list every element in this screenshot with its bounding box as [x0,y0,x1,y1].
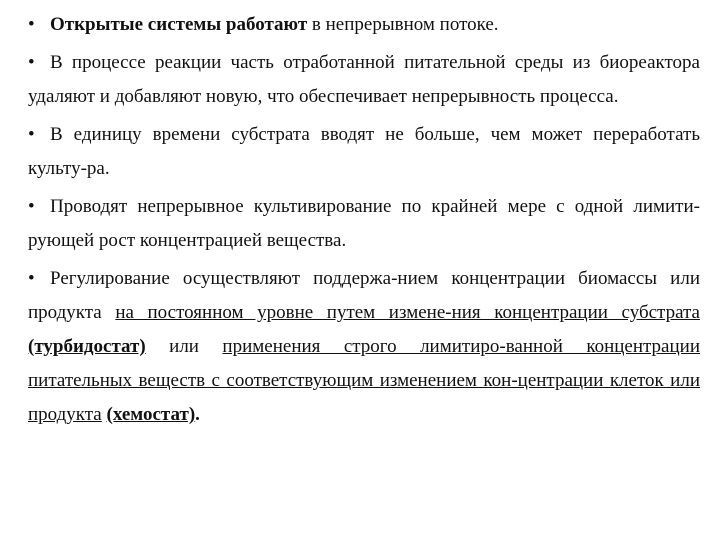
bullet-4-text: Проводят непрерывное культивирование по крайней мере с одной лимити-рующей рост концентрацией вещества. [28,196,700,251]
bullet-1-text: в непрерывном потоке. [307,14,499,35]
bullet-5-text-1: Регулирование осуществляют поддержа-нием концентрации биомассы или продукта [28,268,700,323]
bullet-marker: • [28,124,35,145]
bullet-marker: • [28,52,35,73]
slide-content [28,8,700,436]
bullet-5 [28,262,700,432]
bullet-5-text-5: . [195,404,200,425]
bullet-5-text-3: или [145,336,223,357]
bullet-marker: • [28,196,35,217]
bullet-3-text: В единицу времени субстрата вводят не больше, чем может переработать культу-ра. [28,124,700,179]
turbidostat-term: (турбидостат) [28,336,146,357]
bullet-2 [28,46,700,114]
bullet-3 [28,118,700,186]
bullet-2-text: В процессе реакции часть отработанной питательной среды из биореактора удаляют и добавляют новую, что обеспечивает непрерывность процесса. [28,52,700,107]
chemostat-term: (хемостат) [106,404,196,425]
bullet-4 [28,190,700,258]
bullet-1 [28,8,700,42]
bullet-5-underlined-2: применения строго лимитиро-ванной концентрации питательных веществ с соответствующим изменением кон-центрации клеток или продукта [28,336,700,425]
bullet-marker: • [28,14,35,35]
bullet-marker: • [28,268,35,289]
bullet-1-bold-lead: Открытые системы работают [50,14,308,35]
bullet-5-underlined-1: на постоянном уровне путем измене-ния концентрации субстрата [115,302,700,323]
